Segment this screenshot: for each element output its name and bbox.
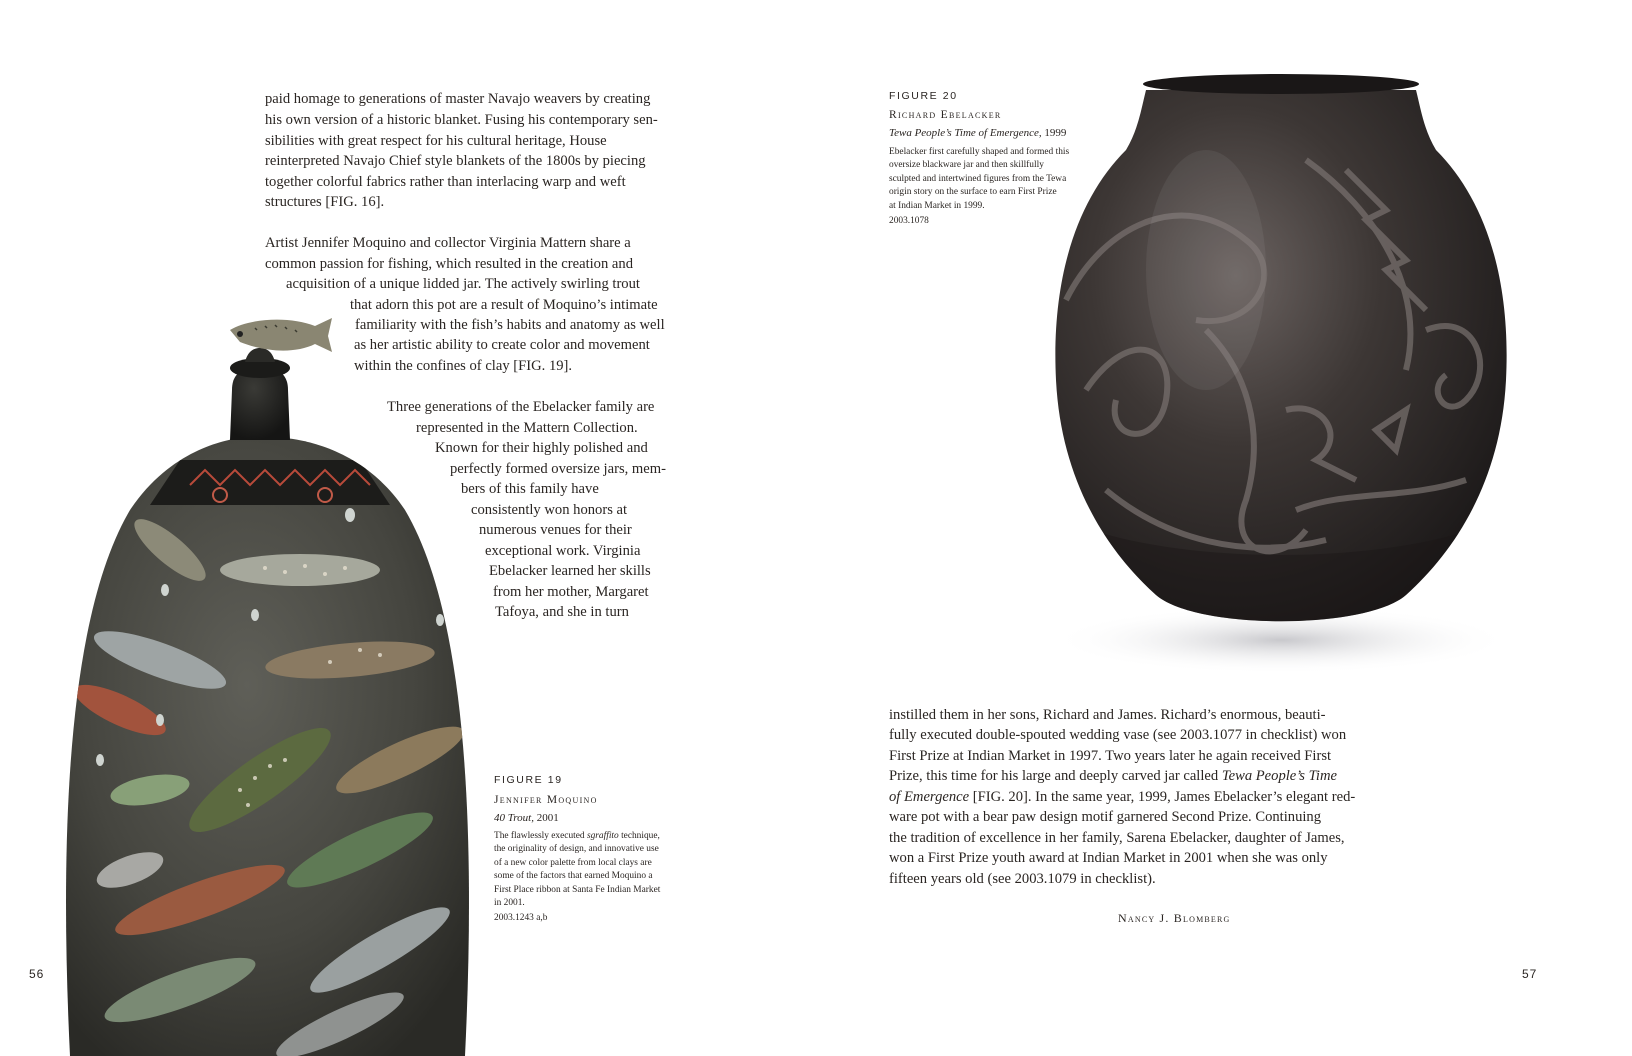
text-line: Ebelacker learned her skills <box>489 563 651 579</box>
text-line: Artist Jennifer Moquino and collector Virginia Mattern share a <box>265 235 631 251</box>
text-line: of Emergence [FIG. 20]. In the same year, 1999, James Ebelacker’s elegant red- <box>889 789 1356 805</box>
text-line: perfectly formed oversize jars, mem- <box>450 461 666 477</box>
text-line: won a First Prize youth award at Indian Market in 2001 when she was only <box>889 850 1328 866</box>
figure-artist: Jennifer Moquino <box>494 794 598 806</box>
page-number: 57 <box>1522 967 1538 981</box>
blackware-jar-image <box>1046 70 1516 680</box>
text-line: fifteen years old (see 2003.1079 in checklist). <box>889 871 1156 887</box>
text-line: instilled them in her sons, Richard and James. Richard’s enormous, beauti- <box>889 707 1326 723</box>
figure-caption: The flawlessly executed sgraffito technique, the originality of design, and innovative use of a new color palette from local clays are some of the factors that earned Moquino a First Place ribbon at Santa Fe Indian Market in 2001. <box>494 831 661 909</box>
text-line: that adorn this pot are a result of Moquino’s intimate <box>350 297 658 313</box>
text-line: fully executed double-spouted wedding vase (see 2003.1077 in checklist) won <box>889 727 1347 743</box>
text-line: familiarity with the fish’s habits and anatomy as well <box>355 317 665 333</box>
text-line: acquisition of a unique lidded jar. The actively swirling trout <box>286 276 640 292</box>
text-line: consistently won honors at <box>471 502 628 518</box>
text-line: his own version of a historic blanket. Fusing his contemporary sen- <box>265 112 658 128</box>
text-line: exceptional work. Virginia <box>485 543 641 559</box>
page-number: 56 <box>29 967 45 981</box>
text-line: as her artistic ability to create color and movement <box>354 337 650 353</box>
text-line: sibilities with great respect for his cultural heritage, House <box>265 133 607 149</box>
text-line: bers of this family have <box>461 481 599 497</box>
figure-label: FIGURE 19 <box>494 774 563 786</box>
text-line: First Prize at Indian Market in 1997. Two years later he again received First <box>889 748 1332 764</box>
figure-caption: Ebelacker first carefully shaped and formed this oversize blackware jar and then skillfully sculpted and intertwined figures from the Tewa origin story on the surface to earn First Prize at Indian Market in 1999. <box>889 147 1070 211</box>
text-line: reinterpreted Navajo Chief style blankets of the 1800s by piecing <box>265 153 646 169</box>
text-line: common passion for fishing, which resulted in the creation and <box>265 256 634 272</box>
figure-title: Tewa People’s Time of Emergence, 1999 <box>889 127 1067 139</box>
text-line: Known for their highly polished and <box>435 440 648 456</box>
figure-label: FIGURE 20 <box>889 90 958 102</box>
text-line: Three generations of the Ebelacker family are <box>387 399 655 415</box>
text-line: ware pot with a bear paw design motif garnered Second Prize. Continuing <box>889 809 1322 825</box>
text-line: represented in the Mattern Collection. <box>416 420 638 436</box>
text-line: paid homage to generations of master Navajo weavers by creating <box>265 91 651 107</box>
right-page <box>816 0 1632 1056</box>
figure-title: 40 Trout, 2001 <box>494 812 559 824</box>
figure-accession: 2003.1243 a,b <box>494 913 548 923</box>
text-line: the tradition of excellence in her family, Sarena Ebelacker, daughter of James, <box>889 830 1345 846</box>
text-line: Tafoya, and she in turn <box>495 604 629 620</box>
figure-accession: 2003.1078 <box>889 216 929 226</box>
text-line: structures [FIG. 16]. <box>265 194 385 210</box>
text-line: Prize, this time for his large and deeply carved jar called Tewa People’s Time <box>889 768 1337 784</box>
text-line: together colorful fabrics rather than interlacing warp and weft <box>265 174 626 190</box>
text-line: within the confines of clay [FIG. 19]. <box>354 358 573 374</box>
text-line: numerous venues for their <box>479 522 632 538</box>
text-line: from her mother, Margaret <box>493 584 649 600</box>
figure-artist: Richard Ebelacker <box>889 109 1002 121</box>
author-name: Nancy J. Blomberg <box>1118 911 1231 925</box>
